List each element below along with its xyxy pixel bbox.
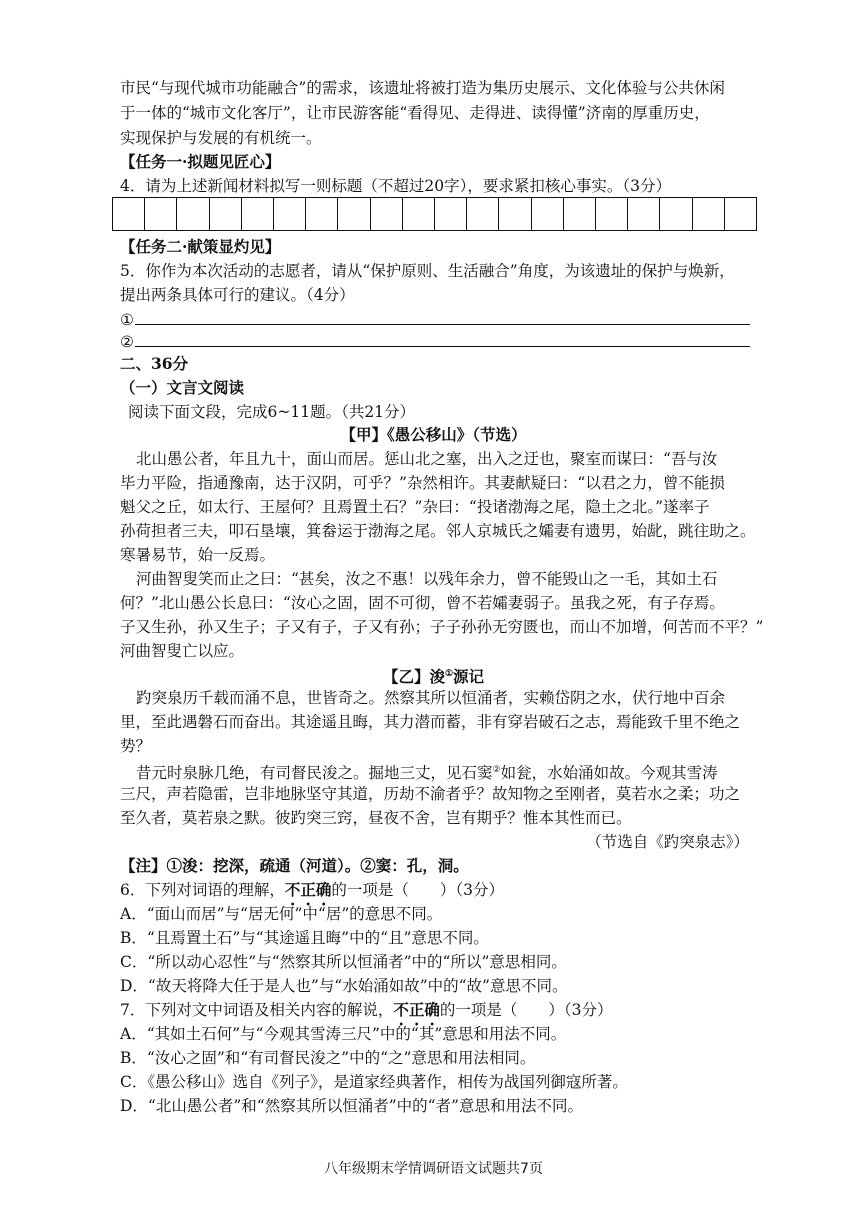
answer-grid-cell[interactable] (177, 198, 209, 230)
question-4: 4．请为上述新闻材料拟写一则标题（不超过20字），要求紧扣核心事实。（3分） (120, 177, 671, 195)
passage-yi-line: 至久者，莫若泉之默。彼趵突三窍，昼夜不舍，岂有期乎？惟本其性而已。 (120, 809, 632, 827)
section-2-heading: 二、36分 (120, 354, 189, 373)
answer-grid-cell[interactable] (145, 198, 177, 230)
yi-line-part: 昔元时泉脉几绝，有司督民浚之。掘地三丈，见石窦 (136, 764, 493, 783)
q7-option-d[interactable]: D．“北山愚公者”和“然察其所以恒涌者”中的“者”意思和用法不同。 (120, 1097, 583, 1115)
section-subheading: （一）文言文阅读 (120, 378, 245, 397)
answer-marker-1: ① (120, 311, 134, 329)
passage-yi-line: 三尺，声若隐雷，岂非地脉坚守其道，历劫不渝者乎？故知物之至刚者，莫若水之柔；功之 (120, 785, 741, 803)
answer-grid-cell[interactable] (338, 198, 370, 230)
yi-title-post: 源记 (453, 667, 485, 687)
footnote-ref-1: ① (444, 669, 454, 679)
answer-grid-cell[interactable] (532, 198, 564, 230)
passage-jia-line: 河曲智叟笑而止之曰：“甚矣，汝之不惠！以残年余力，曾不能毁山之一毛，其如土石 (136, 570, 718, 588)
q7-option-c[interactable]: C．《愚公移山》选自《列子》，是道家经典著作，相传为战国列御寇所著。 (120, 1073, 628, 1091)
q6-option-d[interactable]: D．“故天将降大任于是人也”与“水始涌如故”中的“故”意思不同。 (120, 977, 568, 995)
passage-jia-line: 北山愚公者，年且九十，面山而居。惩山北之塞，出入之迂也，聚室而谋曰：“吾与汝 (136, 450, 718, 468)
q6-stem-pre: 6．下列对词语的理解， (120, 881, 285, 899)
reading-instruction: 阅读下面文段，完成6~11题。（共21分） (128, 403, 416, 421)
yi-title-pre: 【乙】浚 (382, 667, 445, 687)
yi-line-part: 如瓮，水始涌如故。今观其雪涛 (500, 764, 718, 783)
passage-jia-line: 孙荷担者三夫，叩石垦壤，箕畚运于渤海之尾。邻人京城氏之孀妻有遗男，始龀，跳往助之。 (120, 522, 756, 540)
passage-yi-line (136, 759, 718, 784)
passage-yi-line: 势？ (120, 737, 152, 755)
q6-emphasis: 不正确 (284, 880, 332, 899)
passage-yi-title (0, 663, 867, 688)
title-answer-grid[interactable] (112, 197, 757, 231)
passage-jia-title: 【甲】《愚公移山》（节选） (340, 425, 527, 444)
q7-emphasis: 不正确 (393, 1000, 440, 1019)
q6-stem-post: 的一项是（ ）（3分） (331, 881, 505, 899)
passage-jia-line: 毕力平险，指通豫南，达于汉阴，可乎？”杂然相许。其妻献疑曰：“以君之力，曾不能损 (120, 474, 725, 492)
q7-stem-pre: 7．下列对文中词语及相关内容的解说， (120, 1001, 394, 1019)
task1-heading: 【任务一·拟题见匠心】 (120, 152, 281, 171)
answer-line-1[interactable] (135, 306, 750, 325)
answer-grid-cell[interactable] (274, 198, 306, 230)
page-footer: 八年级期末学情调研语文试题共7页 (324, 1161, 543, 1177)
q6-option-a[interactable]: A．“面山而居”与“居无何”中“居”的意思不同。 (120, 905, 443, 923)
answer-marker-2: ② (120, 333, 134, 351)
q6-option-c[interactable]: C．“所以动心忍性”与“然察其所以恒涌者”中的“所以”意思相同。 (120, 953, 567, 971)
passage-jia-line: 寒暑易节，始一反焉。 (120, 546, 276, 564)
passage-yi-line: 趵突泉历千载而涌不息，世皆奇之。然察其所以恒涌者，实赖岱阴之水，伏行地中百余 (136, 689, 726, 707)
answer-grid-cell[interactable] (564, 198, 596, 230)
intro-line: 于一体的“城市文化客厅”，让市民游客能“看得见、走得进、读得懂”济南的厚重历史， (120, 104, 710, 122)
question-5-line1: 5．你作为本次活动的志愿者，请从“保护原则、生活融合”角度，为该遗址的保护与焕新， (120, 262, 735, 280)
passage-yi-line: 里，至此遇磐石而奋出。其途遥且晦，其力潜而蓄，非有穿岩破石之志，焉能致千里不绝之 (120, 713, 741, 731)
answer-grid-cell[interactable] (403, 198, 435, 230)
answer-line-2[interactable] (135, 328, 750, 347)
answer-grid-cell[interactable] (306, 198, 338, 230)
answer-grid-cell[interactable] (435, 198, 467, 230)
footnotes: 【注】①浚：挖深，疏通（河道）。②窦：孔，洞。 (120, 856, 469, 875)
footnote-ref-2: ② (492, 765, 501, 775)
passage-source: （节选自《趵突泉志》） (586, 833, 749, 851)
q7-stem-post: 的一项是（ ）（3分） (439, 1001, 613, 1019)
task2-heading: 【任务二·献策显灼见】 (120, 237, 281, 256)
answer-grid-cell[interactable] (725, 198, 756, 230)
question-5-line2: 提出两条具体可行的建议。（4分） (120, 286, 355, 304)
answer-grid-cell[interactable] (660, 198, 692, 230)
answer-grid-cell[interactable] (628, 198, 660, 230)
passage-jia-line: 子又生孙，孙又生子；子又有子，子又有孙；子子孙孙无穷匮也，而山不加增，何苦而不平？” (120, 618, 764, 636)
answer-grid-cell[interactable] (467, 198, 499, 230)
answer-grid-cell[interactable] (596, 198, 628, 230)
passage-jia-line: 何？”北山愚公长息曰：“汝心之固，固不可彻，曾不若孀妻弱子。虽我之死，有子存焉。 (120, 594, 725, 612)
passage-jia-line: 河曲智叟亡以应。 (120, 642, 245, 660)
q7-option-a[interactable]: A．“其如土石何”与“今观其雪涛三尺”中的“其”意思和用法不同。 (120, 1025, 567, 1043)
answer-grid-cell[interactable] (210, 198, 242, 230)
q6-option-b[interactable]: B．“且焉置土石”与“其途遥且晦”中的“且”意思不同。 (120, 929, 489, 947)
answer-grid-cell[interactable] (693, 198, 725, 230)
answer-grid-cell[interactable] (242, 198, 274, 230)
answer-grid-cell[interactable] (499, 198, 531, 230)
intro-line: 实现保护与发展的有机统一。 (120, 129, 322, 147)
q7-option-b[interactable]: B．“汝心之固”和“有司督民浚之”中的“之”意思和用法相同。 (120, 1049, 536, 1067)
answer-grid-cell[interactable] (113, 198, 145, 230)
passage-jia-line: 魁父之丘，如太行、王屋何？且焉置土石？”杂曰：“投诸渤海之尾，隐土之北。”遂率子 (120, 498, 710, 516)
answer-grid-cell[interactable] (371, 198, 403, 230)
intro-line: 市民“与现代城市功能融合”的需求，该遗址将被打造为集历史展示、文化体验与公共休闲 (120, 79, 725, 97)
